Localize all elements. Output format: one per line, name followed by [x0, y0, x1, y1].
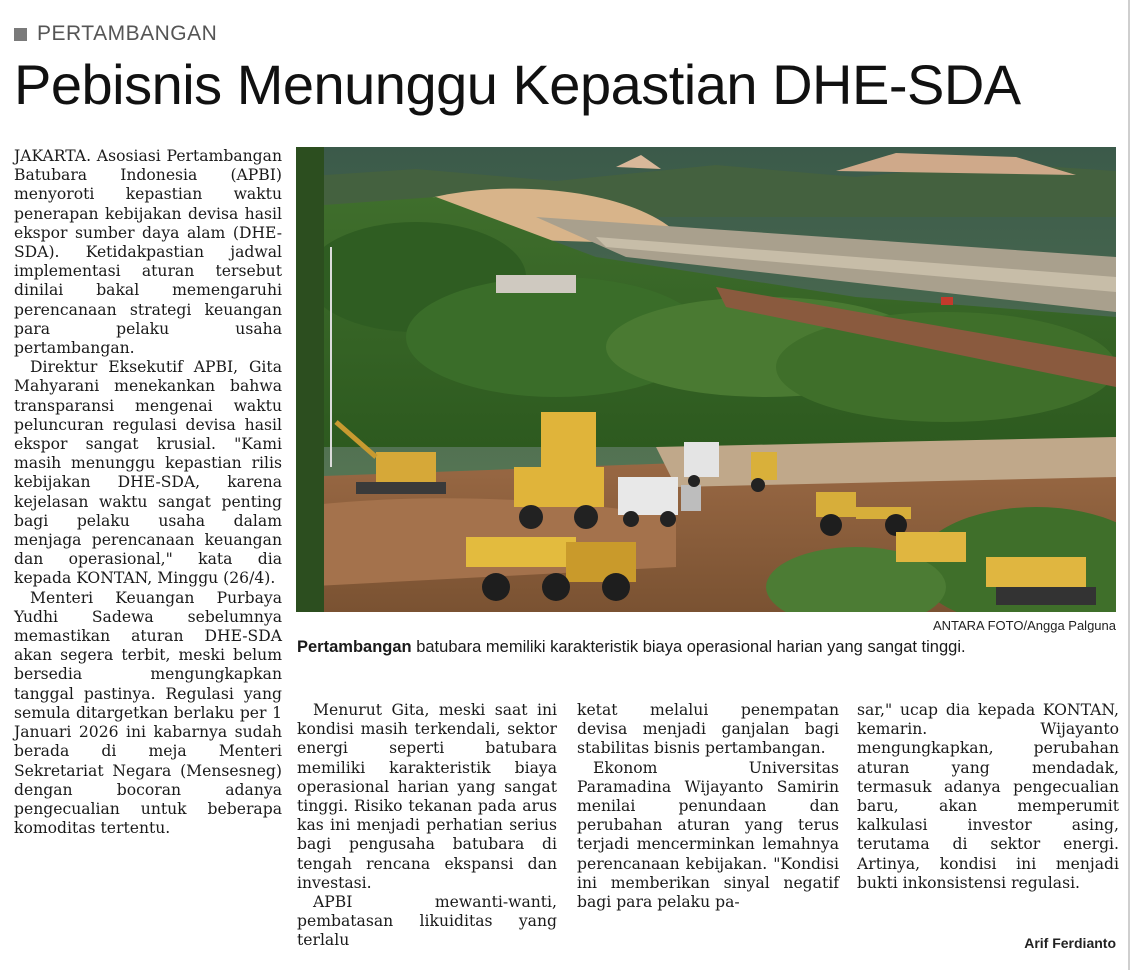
- paragraph: Menteri Keuangan Purbaya Yudhi Sadewa sebelumnya memastikan aturan DHE-SDA akan segera terbit, meski belum bersedia mengungkapkan tanggal pastinya. Regulasi yang semula ditargetkan berlaku per 1 Januari 2026 ini kabarnya sudah berada di meja Menteri Sekretariat Negara (Mensesneg) dengan bocoran adanya pengecualian untuk beberapa komoditas tertentu.: [14, 588, 282, 838]
- article-column-3: [577, 701, 839, 912]
- paragraph: Direktur Eksekutif APBI, Gita Mahyarani menekankan bahwa transparansi mengenai waktu peluncuran regulasi devisa hasil ekspor sangat krusial. "Kami masih menunggu kepastian rilis kebijakan DHE-SDA, karena kejelasan waktu sangat penting bagi pelaku usaha dalam menjaga perencanaan keuangan dan operasional," kata dia kepada KONTAN, Minggu (26/4).: [14, 358, 282, 588]
- kicker-label: PERTAMBANGAN: [37, 22, 218, 45]
- photo-caption: [297, 638, 1117, 657]
- page-edge-rule: [1128, 0, 1130, 970]
- caption-bold: Pertambangan: [297, 638, 412, 656]
- kicker-square-icon: [14, 28, 27, 41]
- byline: Arif Ferdianto: [1024, 935, 1116, 951]
- caption-text: batubara memiliki karakteristik biaya operasional harian yang sangat tinggi.: [411, 638, 966, 656]
- headline: Pebisnis Menunggu Kepastian DHE-SDA: [14, 53, 1021, 116]
- photo-credit: ANTARA FOTO/Angga Palguna: [932, 618, 1116, 633]
- section-kicker: [14, 22, 217, 46]
- paragraph: JAKARTA. Asosiasi Pertambangan Batubara Indonesia (APBI) menyoroti kepastian waktu penerapan kebijakan devisa hasil ekspor sumber daya alam (DHE-SDA). Ketidakpastian jadwal implementasi aturan tersebut dinilai bakal memengaruhi perencanaan strategi keuangan para pelaku usaha pertambangan.: [14, 147, 282, 358]
- mining-photo: [296, 147, 1116, 612]
- distant-vehicle: [941, 297, 953, 305]
- paragraph: Menurut Gita, meski saat ini kondisi masih terkendali, sektor energi seperti batubara memiliki karakteristik biaya operasional harian yang sangat tinggi. Risiko tekanan pada arus kas ini menjadi perhatian serius bagi pengusaha batubara di tengah rencana ekspansi dan investasi.: [297, 701, 557, 892]
- article-column-1: [14, 147, 282, 838]
- paragraph: Ekonom Universitas Paramadina Wijayanto Samirin menilai penundaan dan perubahan aturan yang terus terjadi mencerminkan lemahnya perencanaan kebijakan. "Kondisi ini memberikan sinyal negatif bagi para pelaku pa-: [577, 758, 839, 912]
- article-column-4: [857, 701, 1119, 893]
- article-column-2: [297, 701, 557, 951]
- paragraph: sar," ucap dia kepada KONTAN, kemarin. Wijayanto mengungkapkan, perubahan aturan yang mendadak, termasuk adanya pengecualian baru, akan memperumit kalkulasi investor asing, terutama di sektor energi. Artinya, kondisi ini menjadi bukti inkonsistensi regulasi.: [857, 701, 1119, 892]
- paragraph: ketat melalui penempatan devisa menjadi ganjalan bagi stabilitas bisnis pertambangan.: [577, 701, 839, 758]
- paragraph: APBI mewanti-wanti, pembatasan likuiditas yang terlalu: [297, 893, 557, 950]
